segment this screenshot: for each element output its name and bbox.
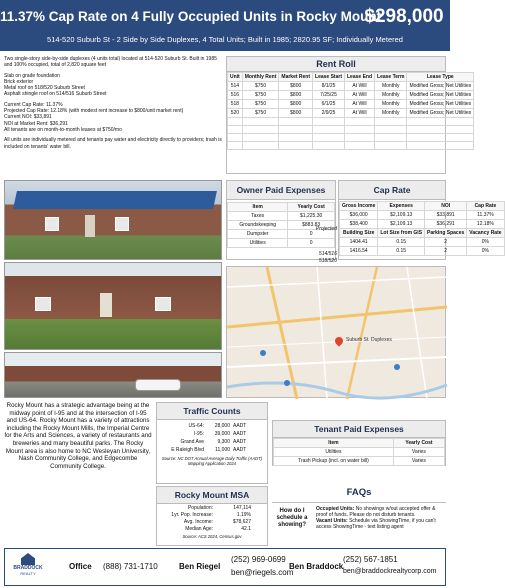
window: [45, 217, 59, 231]
faq-answer-occupied: [316, 506, 446, 518]
tenant-expenses-table: [273, 438, 445, 466]
table-cell: $800: [279, 109, 313, 118]
msa-row: [161, 512, 263, 519]
cap-rate-header-2: [340, 229, 505, 238]
rent-roll-panel: [226, 56, 472, 174]
map-road: [317, 267, 327, 399]
agent1-email[interactable]: ben@riegels.com: [231, 568, 294, 577]
faq-question: How do I schedule a showing?: [276, 508, 308, 528]
table-cell: 0.15: [378, 238, 425, 247]
col-lease-type: Lease Type: [407, 73, 474, 82]
table-cell: $800: [279, 91, 313, 100]
rent-roll-table: [227, 72, 474, 150]
msa-value: 147,114: [233, 505, 251, 511]
msa-title: Rocky Mount MSA: [157, 487, 267, 504]
table-cell: 12.18%: [467, 220, 504, 229]
parked-car: [135, 379, 181, 391]
msa-rows: [157, 504, 267, 534]
col-lease-term: Lease Term: [375, 73, 407, 82]
table-cell: $36,000: [340, 211, 378, 220]
table-row: [274, 457, 445, 466]
tenant-expenses-panel: [272, 420, 446, 466]
logo-text: BRADDOCK: [13, 565, 43, 571]
agent1-phone[interactable]: (252) 969-0699: [231, 555, 286, 564]
cap-rate-row-label: Projected: [315, 226, 337, 232]
table-cell: $36,291: [425, 220, 467, 229]
table-cell: $33,891: [425, 211, 467, 220]
table-row: [228, 118, 474, 126]
table-cell: Monthly: [375, 100, 407, 109]
financial-line: NOI at Market Rent: $36,291: [4, 120, 68, 127]
table-row: [340, 238, 505, 247]
construction-line: Slab on grade foundation: [4, 72, 60, 79]
rent-roll-header-row: [228, 73, 474, 82]
table-cell: 1416.54: [340, 247, 378, 256]
table-row: [228, 134, 474, 142]
cap-rate-table: [339, 201, 505, 256]
table-cell: $2,109.13: [378, 220, 425, 229]
agent2-name: Ben Braddock: [289, 562, 344, 571]
col-market-rent: Market Rent: [279, 73, 313, 82]
table-row: [228, 100, 474, 109]
cap-rate-panel: [338, 180, 502, 260]
road-name: Grand Ave: [180, 439, 204, 445]
table-cell: $800: [279, 82, 313, 91]
table-cell: 0%: [467, 247, 504, 256]
map-water: [227, 383, 447, 398]
table-cell: $38,400: [340, 220, 378, 229]
financial-line: Current Cap Rate: 11.37%: [4, 101, 63, 108]
table-cell: $800: [279, 100, 313, 109]
table-cell: 2: [425, 247, 467, 256]
agent1-name: Ben Riegel: [179, 562, 221, 571]
logo-subtext: REALTY: [20, 571, 36, 576]
header-bar: [0, 0, 450, 51]
property-photo-side: [4, 262, 222, 350]
msa-label: 1yr. Pop. Increase:: [171, 512, 213, 518]
msa-label: Avg. Income:: [183, 519, 213, 525]
map-road: [267, 267, 297, 399]
table-cell: 0: [288, 239, 335, 248]
construction-line: Asphalt shingle roof on 514/516 Suburb Street: [4, 91, 107, 98]
col-cap-rate: Cap Rate: [467, 202, 504, 211]
table-cell: 7/25/25: [313, 91, 345, 100]
road-name: I-95:: [193, 431, 204, 437]
map-poi: [260, 350, 266, 356]
msa-value: $78,627: [232, 519, 251, 525]
table-cell: At Will: [345, 91, 375, 100]
msa-row: [161, 505, 263, 512]
door: [100, 293, 112, 317]
table-cell: 2/9/25: [313, 109, 345, 118]
table-cell: $2,109.13: [378, 211, 425, 220]
table-cell: Trash Pickup (incl. on water bill): [274, 457, 394, 466]
table-cell: $750: [242, 100, 279, 109]
table-row: [228, 212, 335, 221]
col-gross-income: Gross Income: [340, 202, 378, 211]
table-row: [228, 82, 474, 91]
office-phone[interactable]: (888) 731-1710: [103, 562, 158, 571]
table-cell: 514: [228, 82, 243, 91]
property-description: [4, 56, 224, 178]
traffic-value: 39,000: [214, 431, 230, 437]
table-cell: Modified Gross; Net Utilities: [407, 100, 474, 109]
road-name: E Raleigh Blvd: [171, 447, 204, 453]
table-cell: 518: [228, 100, 243, 109]
table-row: [340, 247, 505, 256]
table-cell: 1404.41: [340, 238, 378, 247]
table-cell: Taxes: [228, 212, 288, 221]
traffic-row: [161, 438, 263, 446]
window: [35, 297, 51, 311]
listing-title: 11.37% Cap Rate on 4 Fully Occupied Units in Rocky Mount: [0, 9, 382, 24]
table-row: [228, 109, 474, 118]
table-cell: Modified Gross; Net Utilities: [407, 82, 474, 91]
faqs-title: FAQs: [346, 487, 372, 498]
description-intro: Two single-story side-by-side duplexes (4 units total) located at 514-520 Suburb St. Built in 1985 and 100% occupied, total of 2,820 square feet: [4, 56, 217, 69]
table-row: [340, 220, 505, 229]
table-cell: Monthly: [375, 82, 407, 91]
office-label: Office: [69, 562, 92, 571]
table-cell: 0: [288, 230, 335, 239]
col-monthly-rent: Monthly Rent: [242, 73, 279, 82]
table-row: [274, 448, 445, 457]
table-cell: $750: [242, 109, 279, 118]
table-row: [228, 239, 335, 248]
col-lot-size: Lot Size from GIS: [378, 229, 425, 238]
table-cell: $883.83: [288, 221, 335, 230]
window: [155, 297, 171, 311]
table-cell: Groundskeeping: [228, 221, 288, 230]
traffic-value: 9,300: [217, 439, 230, 445]
table-cell: Monthly: [375, 91, 407, 100]
logo-icon: [21, 553, 35, 565]
table-cell: Utilities: [274, 448, 394, 457]
traffic-source: Source: NC DOT Annual Average Daily Traffic (AADT) Mapping Application 2024: [161, 456, 263, 466]
col-item: Item: [274, 439, 394, 448]
description-utilities: All units are individually metered and tenants pay water and electricity directly to providers; trash is included on tenants' water bill.: [4, 137, 222, 150]
table-cell: Modified Gross; Net Utilities: [407, 109, 474, 118]
table-cell: Varies: [393, 448, 444, 457]
msa-panel: [156, 486, 268, 546]
traffic-value: 28,000: [214, 423, 230, 429]
cap-rate-row-label: 518/520: [318, 258, 337, 264]
table-cell: 11.37%: [467, 211, 504, 220]
traffic-unit: AADT: [233, 439, 247, 445]
table-cell: Utilities: [228, 239, 288, 248]
metal-roof: [13, 191, 217, 209]
table-cell: $750: [242, 91, 279, 100]
map-pin-label: Suburb St. Duplexes: [346, 337, 392, 343]
msa-label: Population:: [187, 505, 213, 511]
agent2-email[interactable]: ben@braddockrealtycorp.com: [343, 568, 437, 575]
property-photo-street: [4, 352, 222, 398]
owner-expenses-title: Owner Paid Expenses: [227, 181, 335, 200]
faq-item: [272, 502, 446, 530]
location-blurb: Rocky Mount has a strategic advantage being at the midway point of I-95 and at the intersection of I-95 and US-64. Rocky Mount has a variety of attractions including the Rocky Mount Mills, the Imperial Centre for the Arts and Sciences, a variety of restaurants and breweries and many beautiful parks. The Rocky Mount area is also home to NC Wesleyan University, Nash Community College, and Edgecombe Community College.: [4, 402, 152, 470]
table-cell: $1,225.30: [288, 212, 335, 221]
traffic-panel: [156, 402, 268, 484]
table-cell: At Will: [345, 109, 375, 118]
table-cell: 0%: [467, 238, 504, 247]
description-construction: [4, 73, 224, 98]
table-row: [340, 211, 505, 220]
col-yearly-cost: Yearly Cost: [393, 439, 444, 448]
financial-line: Current NOI: $33,891: [4, 114, 52, 121]
col-item: Item: [228, 203, 288, 212]
traffic-title: Traffic Counts: [157, 403, 267, 420]
cap-rate-title: Cap Rate: [339, 181, 445, 200]
msa-row: [161, 526, 263, 533]
cap-rate-header: [340, 202, 505, 211]
map-roads: [227, 267, 447, 399]
construction-line: Metal roof on 518/520 Suburb Street: [4, 85, 85, 92]
table-row: [228, 91, 474, 100]
property-photo-front: [4, 180, 222, 260]
tenant-expenses-title: Tenant Paid Expenses: [273, 421, 445, 438]
faq-answer-label: Occupied Units:: [316, 506, 355, 512]
col-expenses: Expenses: [378, 202, 425, 211]
financial-line: Projected Cap Rate: 12.18% (with modest rent increase to $800/unit market rent): [4, 108, 184, 115]
msa-label: Median Age:: [185, 526, 213, 532]
col-yearly-cost: Yearly Cost: [288, 203, 335, 212]
listing-subtitle: 514-520 Suburb St - 2 Side by Side Duplexes, 4 Total Units; Built in 1985; 2820.95 SF; Individually Metered: [47, 35, 403, 44]
msa-value: 42.1: [241, 526, 251, 532]
table-cell: Dumpster: [228, 230, 288, 239]
msa-source: Source: ACS 2024, Census.gov: [182, 534, 242, 539]
traffic-rows: [157, 420, 267, 456]
col-unit: Unit: [228, 73, 243, 82]
table-cell: 0.15: [378, 247, 425, 256]
owner-expenses-header: [228, 203, 335, 212]
map-road: [407, 267, 427, 399]
table-cell: Monthly: [375, 109, 407, 118]
table-cell: $750: [242, 82, 279, 91]
table-cell: 516: [228, 91, 243, 100]
window: [115, 217, 129, 231]
financial-line: All tenants are on month-to-month leases at $750/mo: [4, 126, 122, 133]
table-cell: Varies: [393, 457, 444, 466]
faq-answer-text: No showings w/out accepted offer & proof of funds. Please do not disturb tenants.: [316, 506, 436, 518]
map-poi: [284, 380, 290, 386]
road-name: US-64:: [188, 423, 204, 429]
table-row: [228, 126, 474, 134]
location-map[interactable]: [226, 266, 446, 398]
map-road: [347, 267, 377, 399]
faq-answer-text: Schedule via ShowingTime, if you can't access ShowingTime - text listing agent: [316, 518, 436, 530]
col-noi: NOI: [425, 202, 467, 211]
table-cell: 520: [228, 109, 243, 118]
traffic-unit: AADT: [233, 447, 247, 453]
table-cell: At Will: [345, 82, 375, 91]
footer-bar: [4, 548, 446, 586]
col-lease-end: Lease End: [345, 73, 375, 82]
faq-answer: [312, 506, 446, 530]
col-parking: Parking Spaces: [425, 229, 467, 238]
cap-rate-row-label: 514/516: [318, 251, 337, 257]
msa-row: [161, 519, 263, 526]
map-road: [227, 357, 447, 367]
agent2-phone[interactable]: (252) 567-1851: [343, 555, 398, 564]
table-cell: 8/1/25: [313, 82, 345, 91]
col-lease-start: Lease Start: [313, 73, 345, 82]
traffic-row: [161, 430, 263, 438]
door: [85, 215, 95, 237]
faq-answer-label: Vacant Units:: [316, 518, 348, 524]
traffic-unit: AADT: [233, 423, 247, 429]
owner-expenses-panel: [226, 180, 336, 260]
table-cell: 2: [425, 238, 467, 247]
msa-value: 1.19%: [236, 512, 251, 518]
table-row: [228, 142, 474, 150]
traffic-row: [161, 446, 263, 454]
traffic-row: [161, 422, 263, 430]
faqs-panel: [272, 484, 446, 546]
faq-answer-vacant: [316, 518, 446, 530]
tenant-expenses-header: [274, 439, 445, 448]
map-poi: [394, 364, 400, 370]
col-vacancy: Vacancy Rate: [467, 229, 504, 238]
table-cell: At Will: [345, 100, 375, 109]
col-building-size: Building Size: [340, 229, 378, 238]
traffic-value: 11,000: [215, 447, 230, 453]
table-cell: 6/1/25: [313, 100, 345, 109]
description-financials: [4, 102, 224, 133]
construction-line: Brick exterior: [4, 78, 34, 85]
owner-expenses-table: [227, 202, 335, 248]
map-road: [227, 277, 447, 287]
rent-roll-title: Rent Roll: [227, 57, 445, 72]
listing-price: $298,000: [364, 6, 444, 27]
table-cell: Modified Gross; Net Utilities: [407, 91, 474, 100]
traffic-unit: AADT: [233, 431, 247, 437]
brokerage-logo: [9, 553, 47, 583]
